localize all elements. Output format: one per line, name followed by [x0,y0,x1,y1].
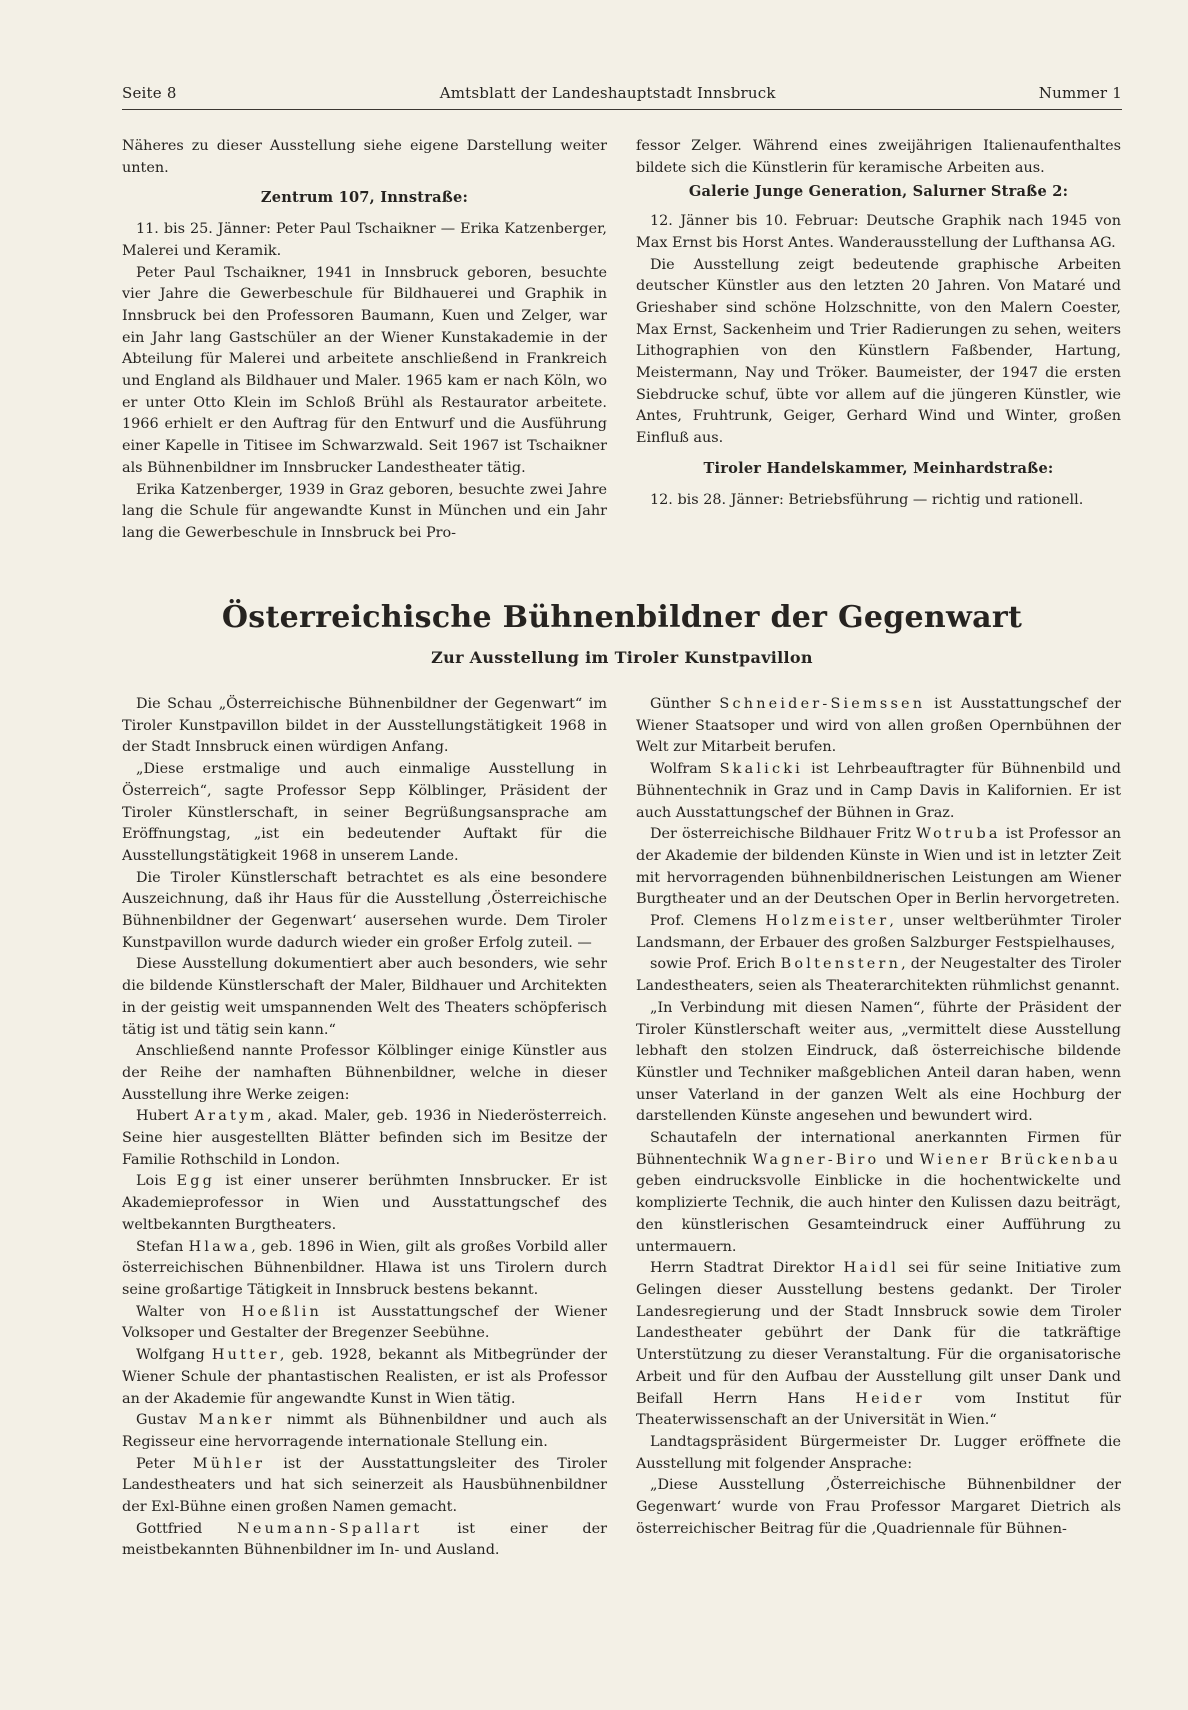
heading-handelskammer: Tiroler Handelskammer, Meinhardstraße: [703,459,1054,477]
article-paragraph: „Diese erstmalige und auch einmalige Ausstellung in Österreich“, sagte Professor Sepp Kölblinger, Präsident der Tiroler Künstlerschaft, in seiner Begrüßungsansprache am Eröffnungstag, „ist ein bedeutender Auftakt für die Ausstellungstätigkeit 1968 in unserem Lande. [122,761,607,864]
person-name: Heider [855,1390,925,1407]
artist-description: , geb. 1928, bekannt als Mitbegründer der Wiener Schule der phantastischen Realisten, er ist als Professor an der Akademie für angewandte Kunst in Wien tätig. [122,1347,608,1407]
artist-firstname: Gustav [136,1412,187,1429]
article-paragraph-schautafeln [636,1128,1121,1258]
article-paragraph: „Diese Ausstellung ‚Österreichische Bühnenbildner der Gegenwart‘ wurde von Frau Professor Margaret Dietrich als österreichischer Beitrag für die ‚Quadriennale für Bühnen- [636,1477,1121,1537]
artist-firstname: Wolfgang [136,1347,205,1364]
issue-number: Nummer 1 [1038,84,1122,102]
artist-description: , akad. Maler, geb. 1936 in Niederösterreich. Seine hier ausgestellten Blätter befinden sich im Besitze der Familie Rothschild in London. [122,1108,607,1168]
artist-firstname: Stefan [136,1238,184,1255]
artist-entry-holzmeister [636,911,1121,954]
artist-description: ist einer unserer berühmten Innsbrucker. Er ist Akademieprofessor in Wien und Ausstattungschef des weltbekannten Burgtheaters. [122,1173,608,1233]
article-paragraph: Die Tiroler Künstlerschaft betrachtet es als eine besondere Auszeichnung, daß ihr Haus für die Ausstellung ‚Österreichische Bühnenbildner der Gegenwart‘ ausersehen wurde. Dem Tiroler Kunstpavillon wurde dadurch wieder ein großer Erfolg zuteil. — [122,869,607,951]
artist-entry-egg [122,1171,607,1236]
text-segment: geben eindrucksvolle Einblicke in die hochentwickelte und komplizierte Technik, die auch hinter den Kulissen dazu beiträgt, den künstlerischen Gesamteindruck einer Aufführung zu untermauern. [636,1173,1121,1255]
artist-name: Mühler [192,1455,266,1472]
artist-description: , unser weltberühmter Tiroler Landsmann, der Erbauer des großen Salzburger Festspielhauses, [636,913,1121,951]
handelskammer-dates: 12. bis 28. Jänner: Betriebsführung — richtig und rationell. [650,491,1084,508]
page-number: Seite 8 [122,84,177,102]
header-divider [122,109,1122,110]
intro-text: Näheres zu dieser Ausstellung siehe eigene Darstellung weiter unten. [122,138,607,176]
article-paragraph-thanks [636,1258,1121,1432]
bio-katzenberger: Erika Katzenberger, 1939 in Graz geboren, besuchte zwei Jahre lang die Schule für angewandte Kunst in München und ein Jahr lang die Gewerbeschule in Innsbruck bei Pro- [122,481,607,541]
artist-intro: Der österreichische Bildhauer Fritz [650,826,911,843]
publication-title: Amtsblatt der Landeshauptstadt Innsbruck [439,84,776,102]
article-title: Österreichische Bühnenbildner der Gegenwart [221,600,1023,635]
artist-entry-skalicki [636,759,1121,824]
artist-entry-siemssen [636,694,1121,759]
artist-entry-muehler [122,1454,607,1519]
text-segment: Schautafeln der international anerkannten Firmen für Bühnentechnik [636,1130,1121,1168]
artist-entry-boltenstern [636,954,1121,997]
artist-entry-aratym [122,1106,607,1171]
top-right-column [636,136,1121,511]
zentrum-dates: 11. bis 25. Jänner: Peter Paul Tschaikner — Erika Katzenberger, Malerei und Keramik. [122,221,607,259]
text-segment: und [885,1151,914,1168]
artist-name: Boltenstern [780,956,902,973]
text-segment: Herrn Stadtrat Direktor [650,1260,835,1277]
artist-firstname: Gottfried [136,1520,203,1537]
page-header [122,84,1122,102]
heading-galerie-junge-generation: Galerie Junge Generation, Salurner Straße 2: [688,183,1069,201]
text-segment: sei für seine Initiative zum Gelingen dieser Ausstellung bestens gedankt. Der Tiroler Landesregierung und der Stadt Innsbruck sowie dem Tiroler Landestheater gebührt der Dank für die tatkräftige Unterstützung zu dieser Veranstaltung. Für die organisatorische Arbeit und für den Aufbau der Ausstellung gilt unser Dank und Beifall Herrn Hans [636,1260,1121,1407]
artist-entry-manker [122,1410,607,1453]
artist-description: nimmt als Bühnenbildner und auch als Regisseur eine hervorragende internationale Stellung ein. [122,1412,607,1450]
artist-description: ist Ausstattungschef der Wiener Staatsoper und wird von allen großen Opernbühnen der Welt zur Mitarbeit berufen. [636,696,1122,756]
firm-name: Wiener Brückenbau [919,1151,1121,1168]
top-left-column [122,136,607,545]
artist-description: ist einer der meistbekannten Bühnenbildner im In- und Ausland. [122,1520,608,1559]
galerie-dates: 12. Jänner bis 10. Februar: Deutsche Graphik nach 1945 von Max Ernst bis Horst Antes. Wanderausstellung der Lufthansa AG. [636,213,1121,251]
artist-name: Aratym [194,1108,268,1125]
artist-firstname: Hubert [136,1108,189,1125]
firm-name: Wagner-Biro [752,1151,880,1168]
artist-entry-wotruba [636,824,1121,911]
artist-firstname: Walter von [136,1303,226,1320]
artist-name: Wotruba [916,826,1001,843]
artist-firstname: Günther [650,696,711,712]
artist-name: Hutter [211,1347,280,1364]
artist-description: ist Lehrbeauftragter für Bühnenbild und Bühnentechnik in Graz und in Camp Davis in Kalifornien. Er ist auch Ausstattungschef der Bühnen in Graz. [636,761,1122,821]
artist-name: Egg [176,1173,216,1190]
artist-entry-hutter [122,1345,607,1410]
artist-description: ist der Ausstattungsleiter des Tiroler Landestheaters und hat sich seinerzeit als Hausbühnenbildner der Exl-Bühne einen großen Namen gemacht. [122,1455,607,1516]
heading-zentrum-107: Zentrum 107, Innstraße: [260,189,469,207]
artist-description: ist Ausstattungschef der Wiener Volksoper und Gestalter der Bregenzer Seebühne. [122,1303,607,1342]
artist-firstname: sowie Prof. Erich [650,956,776,973]
article-left-column [122,694,607,1562]
article-paragraph: Diese Ausstellung dokumentiert aber auch besonders, wie sehr die bildende Künstlerschaft der Maler, Bildhauer und Architekten in der geistig weit umspannenden Welt des Theaters schöpferisch tätig ist und tätig sein kann.“ [122,956,607,1038]
artist-name: Schneider-Siemssen [719,696,926,712]
person-name: Haidl [843,1260,900,1277]
galerie-description: Die Ausstellung zeigt bedeutende graphische Arbeiten deutscher Künstler aus den letzten 20 Jahren. Von Mataré und Grieshaber sind schöne Holzschnitte, von den Malern Coester, Max Ernst, Sackenheim und Trier Radierungen zu sehen, weiters Lithographien von den Künstlern Faßbender, Hartung, Meistermann, Nay und Tröker. Baumeister, der 1947 die ersten Siebdrucke schuf, übte vor allem auf die jüngeren Künstler, wie Antes, Fruhtrunk, Geiger, Gerhard Wind und Winter, großen Einfluß aus. [636,256,1121,447]
artist-entry-neumann [122,1519,607,1562]
artist-name: Hlawa [188,1238,252,1255]
article-paragraph: Anschließend nannte Professor Kölblinger einige Künstler aus der Reihe der namhaften Bühnenbildner, welche in dieser Ausstellung ihre Werke zeigen: [122,1043,607,1103]
artist-name: Skalicki [719,761,803,778]
article-paragraph: Die Schau „Österreichische Bühnenbildner der Gegenwart“ im Tiroler Kunstpavillon bildet in der Ausstellungstätigkeit 1968 in der Stadt Innsbruck einen würdigen Anfang. [122,696,607,756]
text-segment: vom Institut für Theaterwissenschaft an der Universität in Wien.“ [636,1390,1122,1429]
artist-entry-hoesslin [122,1302,607,1345]
artist-entry-hlawa [122,1237,607,1302]
artist-description: , der Neugestalter des Tiroler Landestheaters, seien als Theaterarchitekten rühmlichst genannt. [636,956,1122,995]
artist-firstname: Wolfram [650,761,712,778]
article-paragraph: Landtagspräsident Bürgermeister Dr. Lugger eröffnete die Ausstellung mit folgender Ansprache: [636,1433,1121,1472]
artist-name: Holzmeister [765,913,890,930]
artist-name: Hoeßlin [241,1303,322,1320]
article-right-column [636,694,1121,1540]
artist-firstname: Prof. Clemens [650,913,757,930]
article-subtitle: Zur Ausstellung im Tiroler Kunstpavillon [431,648,813,667]
artist-name: Neumann-Spallart [237,1520,423,1537]
bio-tschaikner: Peter Paul Tschaikner, 1941 in Innsbruck geboren, besuchte vier Jahre die Gewerbeschule für Bildhauerei und Graphik in Innsbruck bei den Professoren Baumann, Kuen und Zelger, war ein Jahr lang Gastschüler an der Wiener Kunstakademie in der Abteilung für Malerei und arbeitete anschließend in Frankreich und England als Bildhauer und Maler. 1965 kam er nach Köln, wo er unter Otto Klein im Schloß Brühl als Restaurator arbeitete. 1966 erhielt er den Auftrag für den Entwurf und die Ausführung einer Kapelle in Titisee im Schwarzwald. Seit 1967 ist Tschaikner als Bühnenbildner im Innsbrucker Landestheater tätig. [122,264,607,476]
artist-firstname: Peter [136,1455,175,1472]
artist-description: ist Professor an der Akademie der bildenden Künste in Wien und ist in letzter Zeit mit hervorragenden bühnenbildnerischen Leistungen am Wiener Burgtheater und an der Deutschen Oper in Berlin hervorgetreten. [636,826,1121,908]
artist-description: , geb. 1896 in Wien, gilt als großes Vorbild aller österreichischen Bühnenbildner. Hlawa ist uns Tirolern durch seine großartige Tätigkeit in Innsbruck bestens bekannt. [122,1238,607,1298]
katzenberger-continuation: fessor Zelger. Während eines zweijährigen Italienaufenthaltes bildete sich die Künstlerin für keramische Arbeiten aus. [636,138,1121,176]
artist-firstname: Lois [136,1173,167,1190]
article-paragraph: „In Verbindung mit diesen Namen“, führte der Präsident der Tiroler Künstlerschaft weiter aus, „vermittelt diese Ausstellung lebhaft den stolzen Eindruck, daß österreichische bildende Künstler und Techniker maßgeblichen Anteil daran haben, wenn unser Vaterland in der ganzen Welt als eine Hochburg der darstellenden Künste angesehen und bewundert wird. [636,999,1121,1125]
artist-name: Manker [198,1412,275,1429]
